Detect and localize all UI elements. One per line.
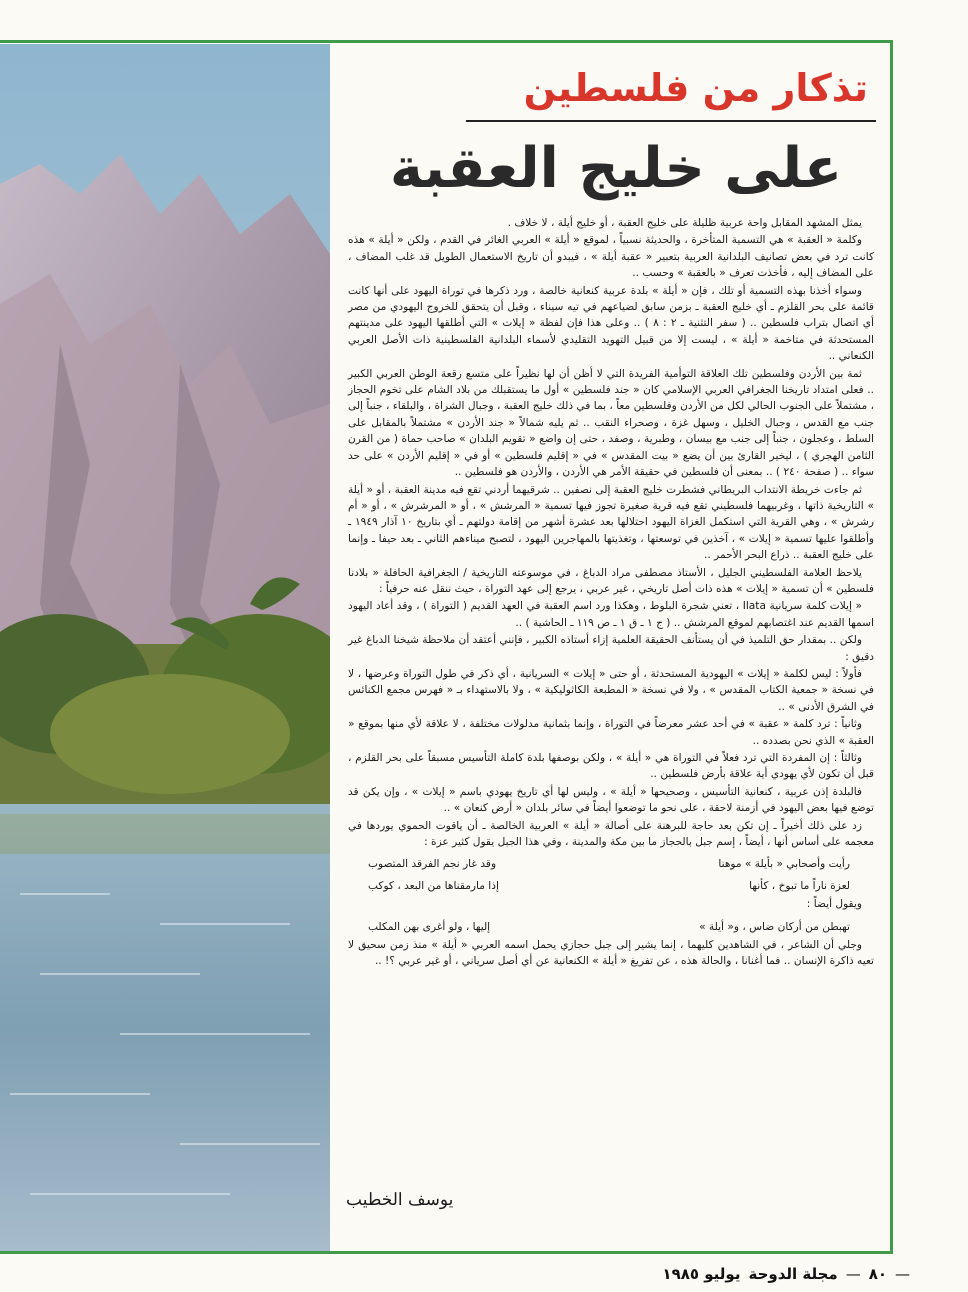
page-number: ٨٠ [868, 1265, 887, 1283]
verse-hemistich: إذا مارمقناها من البعد ، كوكب [368, 880, 499, 893]
frame-border-right [890, 40, 893, 1254]
paragraph: فأولاً : ليس لكلمة « إيلات » اليهودية المستحدثة ، أو حتى « إيلات » السريانية ، أي ذكر في طول التوراة وعرضها ، لا في نسخة « جمعية الكتاب المقدس » ، ولا في نسخة « المطبعة الكاثوليكية » ، ولا بالاستهداء بـ « فهرس مجمع الكنائس في الشرق الأدنى » .. [348, 667, 874, 713]
paragraph: زد على ذلك أخيراً ـ إن تكن بعد حاجة للبرهنة على أصالة « أيلة » العربية الخالصة ـ أن ياقوت الحموي يوردها في معجمه على أساس أنها ، أيضاً ، إسم جبل بالحجاز ما بين مكة والمدينة ، وفي هذا الجبل يقول كثير عزة : [348, 819, 874, 849]
verse-hemistich: وقد غار نجم الفرقد المتصوب [368, 858, 497, 871]
series-rule [466, 120, 876, 122]
verse-line [368, 878, 850, 894]
paragraph: وسواء أخذنا بهذه التسمية أو تلك ، فإن « أيلة » بلدة عربية كنعانية خالصة ، ورد ذكرها في توراة اليهود على أنها كانت قائمة على بحر القلزم ـ أي خليج العقبة ـ بزمن سابق لضياعهم في تيه سيناء ، وقبل أن يتحقق للخروج اليهودي من مصر أي اتصال بتراب فلسطين .. ( سفر التثنية ـ ٢ : ٨ ) .. وعلى هذا فإن لفظة « إيلات » التي أطلقها اليهود على مدينتهم المستحدثة في متاخمة « أيلة » ، ليست إلا من قبيل التهويد التقليدي لأسماء البلدانية الفلسطينية ذات الأصل العربي الكنعاني .. [348, 284, 874, 363]
footer-dash: — [845, 1265, 861, 1283]
paragraph: ولكن .. بمقدار حق التلميذ في أن يستأنف الحقيقة العلمية إزاء أستاذه الكبير ، فإنني أعتقد أن ملاحظة شيخنا الدباغ غير دقيق : [348, 634, 874, 663]
landscape-painting [0, 44, 330, 1251]
closing-paragraph: وجلي أن الشاعر ، في الشاهدين كليهما ، إنما يشير إلى جبل حجازي يحمل اسمه العربي « أيلة » منذ زمن سحيق لا تعيه ذاكرة الإنسان .. فما أغنانا ، والحالة هذه ، عن تفريغ « أيلة » الكنعانية عن أي أصل سرياني ، أو غير عربي ؟! .. [348, 938, 874, 968]
paragraph: وثالثاً : إن المفردة التي ترد فعلاً في التوراة هي « أيلة » ، ولكن بوصفها بلدة كاملة التأسيس مسبقاً على بحر القلزم ، قبل أن تكون لأي يهودي أية علاقة بأرض فلسطين .. [348, 752, 874, 781]
verse-line [368, 919, 850, 935]
paragraph: ثم جاءت خريطة الانتداب البريطاني فشطرت خليج العقبة إلى نصفين .. شرقيهما أردني تقع فيه مدينة العقبة ، أو « أيلة » التاريخية ذاتها ، وغربيهما فلسطيني تقع فيه قرية صغيرة تجوز فيها تسمية « المرشش » ، أو « المرشرش » ، أو « أم رشرش » ، وهي القرية التي استكمل الغزاة اليهود احتلالها بعد عشرة أشهر من إقامة دولتهم ـ أي بتاريخ ١٠ آذار ١٩٤٩ ـ وأطلقوا عليها تسمية « إيلات » ، آخذين في توسعتها ، وتغذيتها بالمهاجرين اليهود ، لتصبح ميناءهم الثاني ـ بعد حيفا ـ وإنما على خليج العقبة .. ذراع البحر الأحمر .. [348, 483, 874, 562]
paragraph: يمثل المشهد المقابل واحة عربية ظليلة على خليج العقبة ، أو خليج أيلة ، لا خلاف . [507, 217, 862, 229]
verse-line [368, 856, 850, 872]
series-title: تذكار من فلسطين [523, 66, 868, 110]
paragraph: ثمة بين الأردن وفلسطين تلك العلاقة التوأمية الفريدة التي لا أظن أن لها نظيراً على متسع رقعة الوطن العربي الكبير .. فعلى امتداد تاريخنا الجغرافي العربي الإسلامي كان « جند فلسطين » أول ما يستقبلك من بلاد الشام على تخوم الحجاز ، مشتملاً على الجنوب الحالي لكل من الأردن وفلسطين معاً ، بما في ذلك خليج العقبة ، وجبال الشراة ، والبلقاء ، جنباً إلى جنب مع القدس ، وجبال الخليل ، وسهل غزة ، وصحراء النقب .. ثم يليه شمالاً « جند الأردن » مشتملاً بالمقابل على السلط ، وعجلون ، جنباً إلى جنب مع بيسان ، وطبرية ، وصفد ، حتى إن واضع « تقويم البلدان » صاحب حماة ( من القرن الثامن الهجري ) ، ليخير القارئ بين أن يضع « بيت المقدس » في « إقليم فلسطين » أو في « إقليم الأردن » على حد سواء .. ( صفحة ٢٤٠ ) .. بمعنى أن فلسطين في حقيقة الأمر هي الأردن ، والأردن هو فلسطين .. [348, 367, 874, 479]
page-footer [590, 1262, 910, 1286]
magazine-name: مجلة الدوحة [748, 1265, 838, 1283]
verse-hemistich: لعزة ناراً ما تبوخ ، كأنها [749, 880, 850, 893]
paragraph: يلاحظ العلامة الفلسطيني الجليل ، الأستاذ مصطفى مراد الدباغ ، في موسوعته التاريخية / الجغرافية الحافلة « بلادنا فلسطين » أن تسمية « إيلات » هذه ذات أصل تاريخي ، غير عربي ، يرجع إلى عهد التوراة ، حيث ننقل عنه حرفياً : [348, 566, 874, 595]
verse-hemistich: تهبطن من أركان ضاس ، و« أيلة » [699, 920, 850, 933]
verse-hemistich: إليها ، ولو أغرى بهن المكلب [368, 920, 491, 933]
issue-date: يوليو ١٩٨٥ [662, 1265, 741, 1283]
article-body [348, 215, 874, 971]
verse-intro: ويقول أيضاً : [806, 898, 862, 911]
footer-dash: — [895, 1265, 910, 1283]
paragraph: « إيلات كلمة سريانية Ilata ، تعني شجرة البلوط ، وهكذا ورد اسم العقبة في العهد القديم ( التوراة ) ، وقد أعاد اليهود اسمها القديم عند اغتصابهم لموقع المرشش .. ( ج ١ ـ ق ١ ـ ص ١١٩ ـ الحاشية ) .. [348, 600, 874, 629]
headline: على خليج العقبة [389, 136, 843, 201]
frame-border-top [0, 40, 893, 43]
author-signature: يوسف الخطيب [346, 1190, 454, 1210]
article [336, 50, 882, 1250]
paragraph: فالبلدة إذن عربية ، كنعانية التأسيس ، وصحيحها « أيلة » ، وليس لها أي تاريخ يهودي باسم « إيلات » ، وإن يكن قد توضع فيها بعض اليهود في أزمنة لاحقة ، على نحو ما توضعوا أيضاً في سائر بلدان « أرض كنعان » .. [348, 785, 874, 815]
verse-hemistich: رأيت وأصحابي « بأيلة » موهنا [718, 858, 850, 871]
paragraph: وثانياً : ترد كلمة « عقبة » في أحد عشر معرضاً في التوراة ، وإنما بثمانية مدلولات مختلفة ، لا علاقة لأي منها بموقع « العقبة » الذي نحن بصدده .. [348, 718, 874, 747]
frame-border-bottom [0, 1251, 893, 1254]
paragraph: وكلمة « العقبة » هي التسمية المتأخرة ، والحديثة نسبياً ، لموقع « أيلة » العربي الغائر في القدم ، ولكن « أيلة » هذه كانت ترد في بعض تصانيف البلدانية العربية بتعبير « عقبة أيلة » ، فيبدو أن تاريخ الاستعمال الطويل قد غلب المضاف ، على المضاف إليه ، فأخذت تعرف « بالعقبة » وحسب .. [348, 234, 874, 280]
